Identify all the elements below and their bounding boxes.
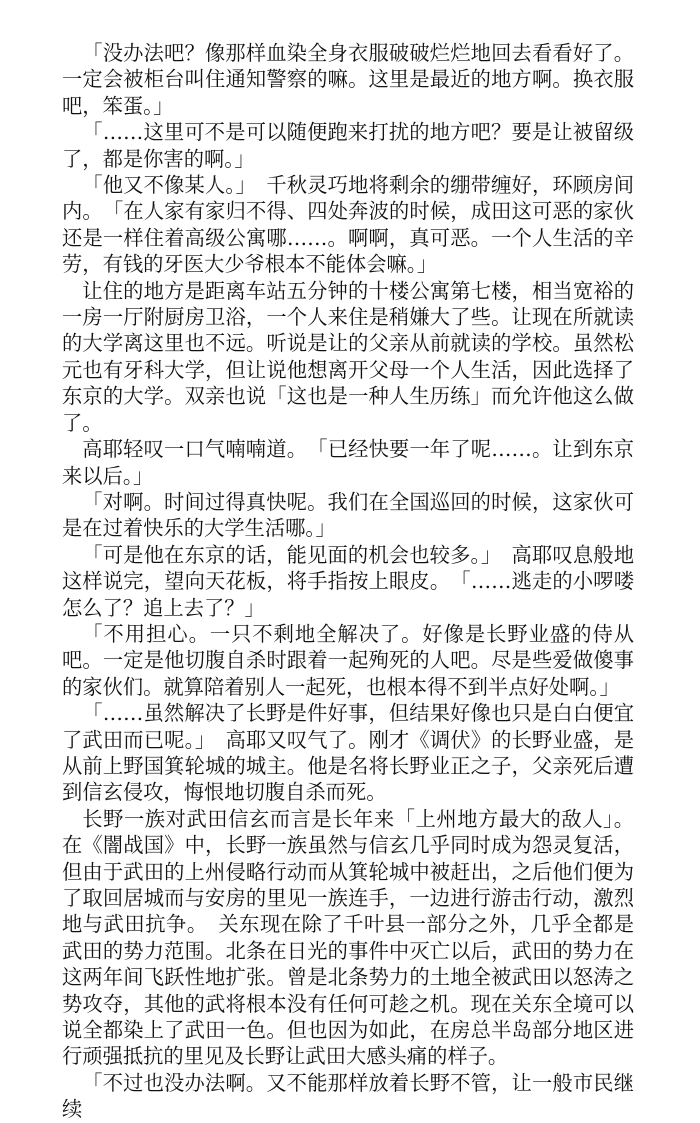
paragraph-1: 「没办法吧？像那样血染全身衣服破破烂烂地回去看看好了。一定会被柜台叫住通知警察的嘛。这里是最近的地方啊。换衣服吧，笨蛋。」 — [62, 41, 634, 118]
novel-page — [62, 40, 634, 1123]
paragraph-4: 让住的地方是距离车站五分钟的十楼公寓第七楼，相当宽裕的一房一厅附厨房卫浴，一个人来住是稍嫌大了些。让现在所就读的大学离这里也不远。听说是让的父亲从前就读的学校。虽然松元也有牙科大学，但让说他想离开父母一个人生活，因此选择了东京的大学。双亲也说「这也是一种人生历练」而允许他这么做了。 — [62, 278, 634, 435]
paragraph-10: 长野一族对武田信玄而言是长年来「上州地方最大的敌人」。在《闇战国》中，长野一族虽然与信玄几乎同时成为怨灵复活，但由于武田的上州侵略行动而从箕轮城中被赶出，之后他们便为了取回居城而与安房的里见一族连手，一边进行游击行动，激烈地与武田抗争。 关东现在除了千叶县一部分之外，几乎全都是武田的势力范围。北条在日光的事件中灭亡以后，武田的势力在这两年间飞跃性地扩张。曾是北条势力的土地全被武田以怒涛之势攻夺，其他的武将根本没有任何可趁之机。现在关东全境可以说全都染上了武田一色。但也因为如此，在房总半岛部分地区进行顽强抵抗的里见及长野让武田大感头痛的样子。 — [62, 806, 634, 1069]
paragraph-8: 「不用担心。一只不剩地全解决了。好像是长野业盛的侍从吧。一定是他切腹自杀时跟着一起殉死的人吧。尽是些爱做傻事的家伙们。就算陪着别人一起死，也根本得不到半点好处啊。」 — [62, 621, 634, 699]
paragraph-3: 「他又不像某人。」 千秋灵巧地将剩余的绷带缠好，环顾房间内。 「在人家有家归不得、四处奔波的时候，成田这可恶的家伙还是一样住着高级公寓哪……。啊啊，真可恶。一个人生活的辛劳，有钱的牙医大少爷根本不能体会嘛。」 — [62, 173, 634, 277]
paragraph-5: 高耶轻叹一口气喃喃道。 「已经快要一年了呢……。让到东京来以后。」 — [62, 437, 634, 488]
paragraph-11: 「不过也没办法啊。又不能那样放着长野不管，让一般市民继续 — [62, 1070, 634, 1122]
paragraph-2: 「……这里可不是可以随便跑来打扰的地方吧？要是让被留级了，都是你害的啊。」 — [62, 120, 634, 171]
paragraph-9: 「……虽然解决了长野是件好事，但结果好像也只是白白便宜了武田而已呢。」 高耶又叹气了。刚才《调伏》的长野业盛，是从前上野国箕轮城的城主。他是名将长野业正之子，父亲死后遭到信玄侵攻，悔恨地切腹自杀而死。 — [62, 701, 634, 805]
paragraph-6: 「对啊。时间过得真快呢。我们在全国巡回的时候，这家伙可是在过着快乐的大学生活哪。」 — [62, 489, 634, 541]
paragraph-7: 「可是他在东京的话，能见面的机会也较多。」 高耶叹息般地这样说完，望向天花板，将手指按上眼皮。 「……逃走的小啰喽怎么了？追上去了？」 — [62, 542, 634, 620]
